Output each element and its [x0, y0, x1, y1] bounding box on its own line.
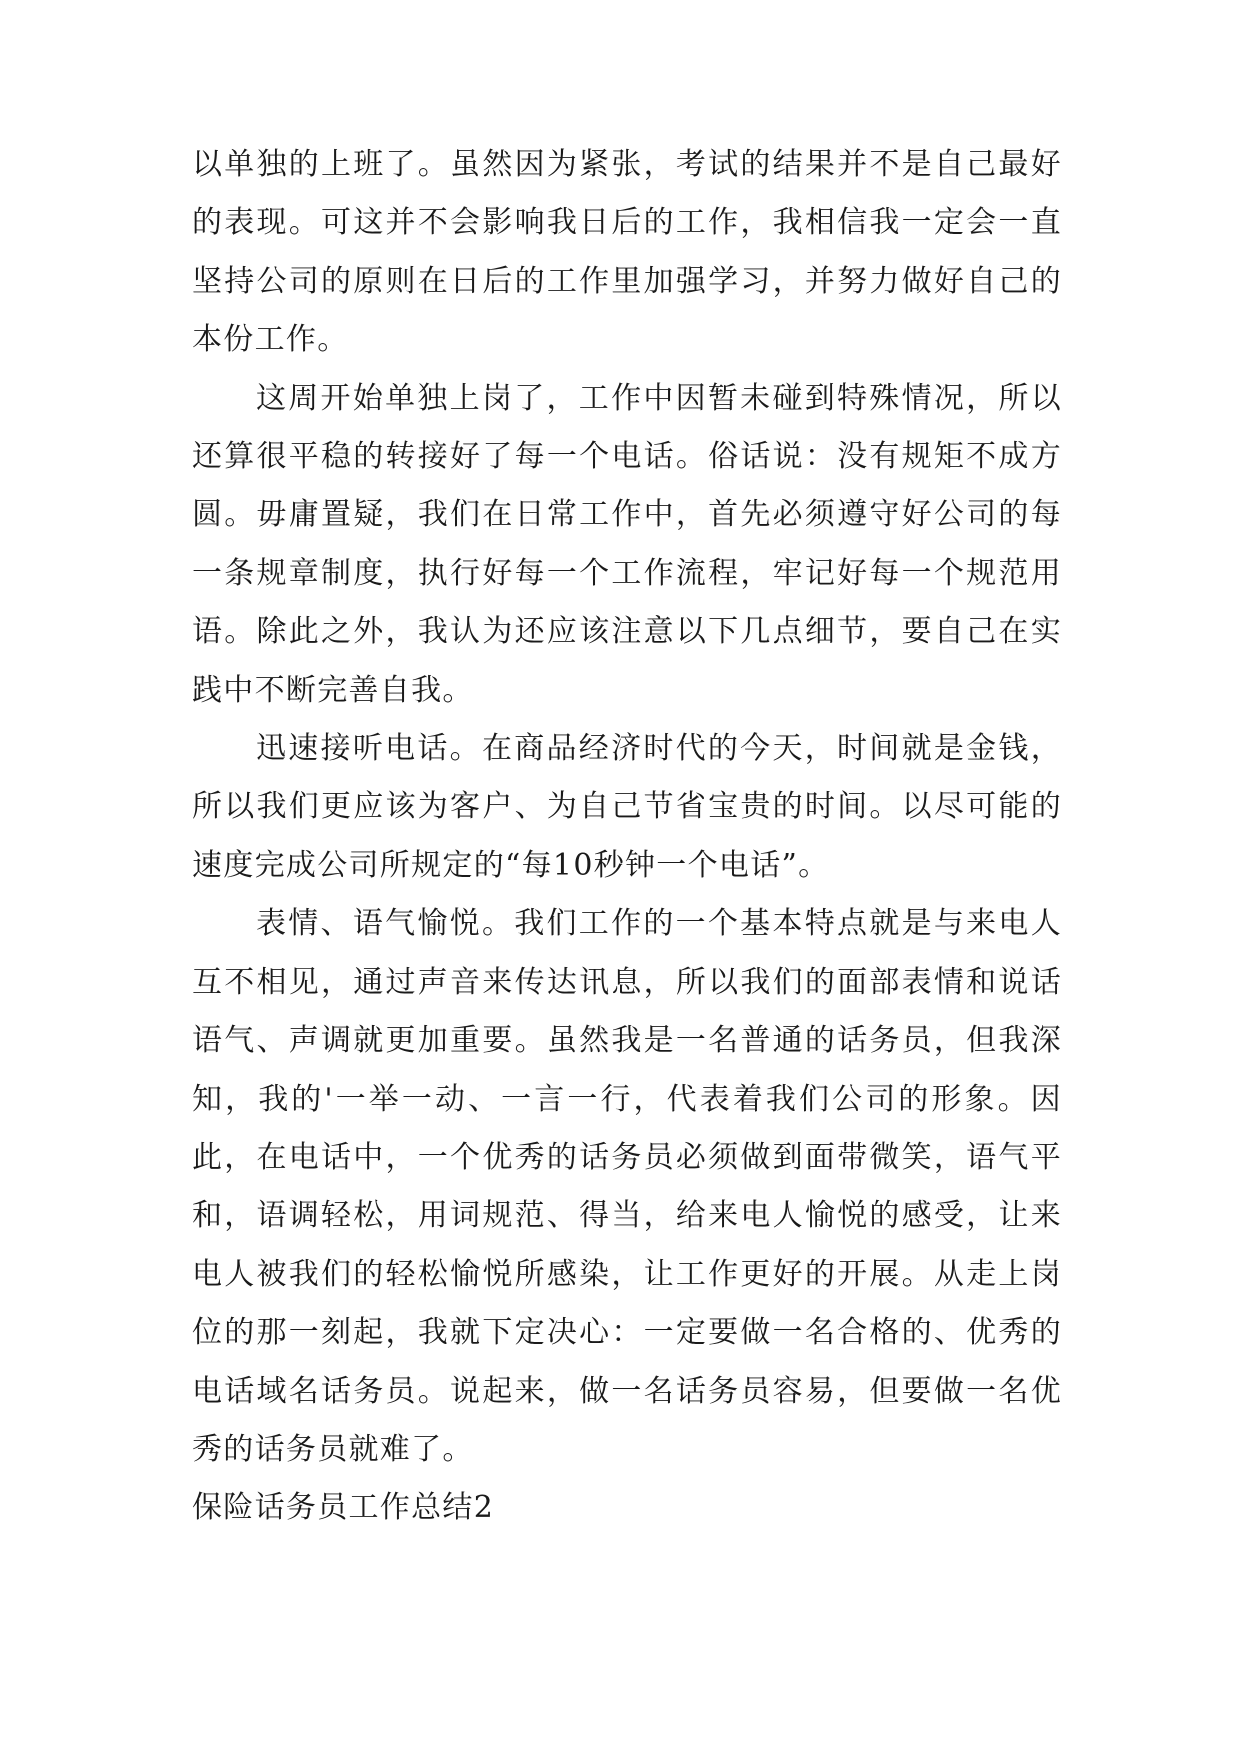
section-heading: 保险话务员工作总结2: [192, 1490, 495, 1526]
paragraph-continuation: 以单独的上班了。虽然因为紧张，考试的结果并不是自己最好的表现。可这并不会影响我日后的工作，我相信我一定会一直坚持公司的原则在日后的工作里加强学习，并努力做好自己的本份工作。: [192, 147, 1062, 358]
paragraph-answer-quickly: 迅速接听电话。在商品经济时代的今天，时间就是金钱，所以我们更应该为客户、为自己节省宝贵的时间。以尽可能的速度完成公司所规定的“每10秒钟一个电话”。: [192, 731, 1062, 883]
document-body: [192, 136, 1062, 1538]
paragraph-solo-duty: 这周开始单独上岗了，工作中因暂未碰到特殊情况，所以还算很平稳的转接好了每一个电话。俗话说：没有规矩不成方圆。毋庸置疑，我们在日常工作中，首先必须遵守好公司的每一条规章制度，执行好每一个工作流程，牢记好每一个规范用语。除此之外，我认为还应该注意以下几点细节，要自己在实践中不断完善自我。: [192, 380, 1062, 708]
paragraph-pleasant-tone: 表情、语气愉悦。我们工作的一个基本特点就是与来电人互不相见，通过声音来传达讯息，所以我们的面部表情和说话语气、声调就更加重要。虽然我是一名普通的话务员，但我深知，我的'一举一动、一言一行，代表着我们公司的形象。因此，在电话中，一个优秀的话务员必须做到面带微笑，语气平和，语调轻松，用词规范、得当，给来电人愉悦的感受，让来电人被我们的轻松愉悦所感染，让工作更好的开展。从走上岗位的那一刻起，我就下定决心：一定要做一名合格的、优秀的电话域名话务员。说起来，做一名话务员容易，但要做一名优秀的话务员就难了。: [192, 906, 1062, 1467]
